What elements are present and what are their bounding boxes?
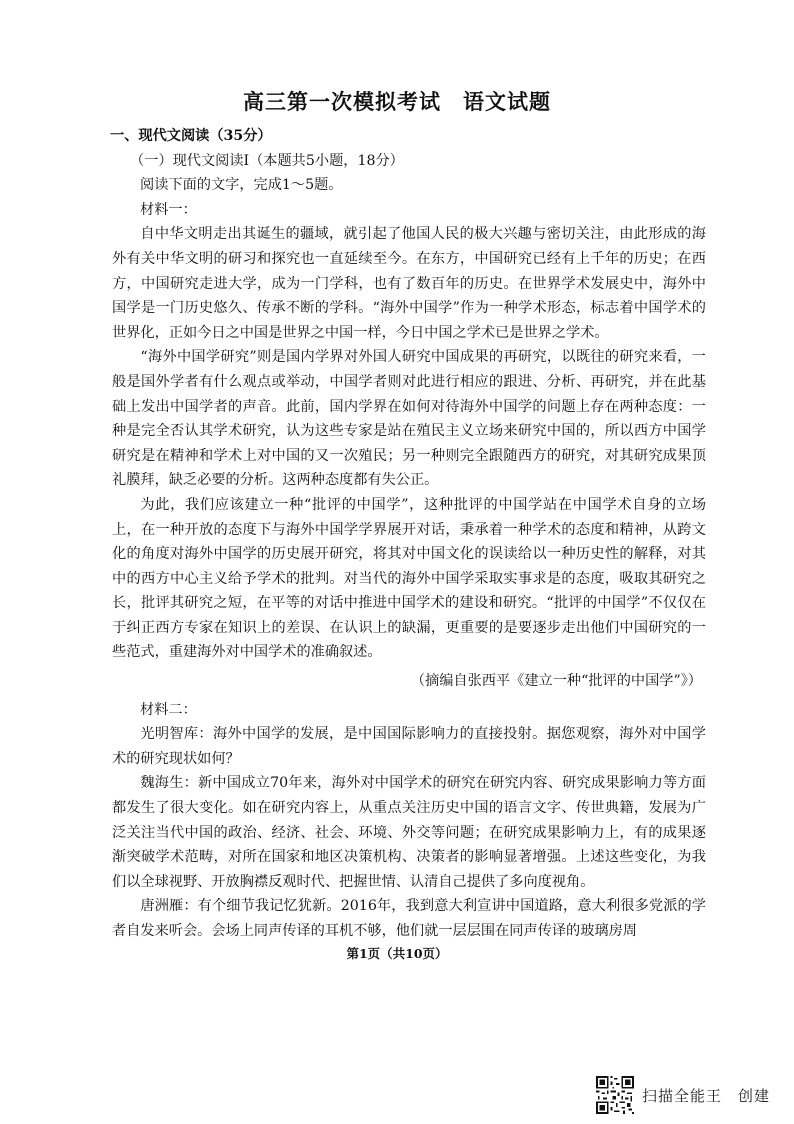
qr-code-icon bbox=[596, 1076, 634, 1114]
material-one-paragraph-3: 为此，我们应该建立一种“批评的中国学”，这种批评的中国学站在中国学术自身的立场上，在一种开放的态度下与海外中国学学界展开对话，秉承着一种学术的态度和精神，从跨文化的角度对海外中国学的历史展开研究，将其对中国文化的误读给以一种历史性的解释，对其中的西方中心主义给予学术的批判。对当代的海外中国学采取实事求是的态度，吸取其研究之长，批评其研究之短，在平等的对话中推进中国学术的建设和研究。“批评的中国学”不仅仅在于纠正西方专家在知识上的差误、在认识上的缺漏，更重要的是要逐步走出他们中国研究的一些范式，重建海外对中国学术的准确叙述。 bbox=[112, 496, 706, 661]
scanner-watermark bbox=[596, 1074, 770, 1116]
material-two-paragraph-1: 光明智库：海外中国学的发展，是中国国际影响力的直接投射。据您观察，海外对中国学术的研究现状如何？ bbox=[112, 726, 706, 767]
material-one-source: （摘编自张西平《建立一种“批评的中国学”》） bbox=[410, 673, 702, 690]
page-title: 高三第一次模拟考试 语文试题 bbox=[243, 89, 551, 114]
watermark-text: 扫描全能王 创建 bbox=[642, 1086, 771, 1105]
material-one-label: 材料一： bbox=[140, 201, 197, 218]
material-two-label: 材料二： bbox=[140, 701, 197, 718]
material-one-paragraph-2: “海外中国学研究”则是国内学界对外国人研究中国成果的再研究，以既往的研究来看，一般是国外学者有什么观点或举动，中国学者则对此进行相应的跟进、分析、再研究，并在此基础上发出中国学者的声音。此前，国内学界在如何对待海外中国学的问题上存在两种态度：一种是完全否认其学术研究，认为这些专家是站在殖民主义立场来研究中国的，所以西方中国学研究是在精神和学术上对中国的又一次殖民；另一种则完全跟随西方的研究，对其研究成果顶礼膜拜，缺乏必要的分析。这两种态度都有失公正。 bbox=[112, 349, 706, 489]
material-two-paragraph-2: 魏海生：新中国成立70年来，海外对中国学术的研究在研究内容、研究成果影响力等方面都发生了很大变化。如在研究内容上，从重点关注历史中国的语言文字、传世典籍，发展为广泛关注当代中国的政治、经济、社会、环境、外交等问题；在研究成果影响力上，有的成果逐渐突破学术范畴，对所在国家和地区决策机构、决策者的影响显著增强。上述这些变化，为我们以全球视野、开放胸襟反观时代、把握世情、认清自己提供了多向度视角。 bbox=[112, 775, 706, 890]
subsection-heading: （一）现代文阅读Ⅰ（本题共5小题，18分） bbox=[130, 152, 404, 169]
reading-instruction: 阅读下面的文字，完成1～5题。 bbox=[140, 177, 343, 194]
material-one-paragraph-1: 自中华文明走出其诞生的疆域，就引起了他国人民的极大兴趣与密切关注，由此形成的海外有关中华文明的研习和探究也一直延续至今。在东方，中国研究已经有上千年的历史；在西方，中国研究走进大学，成为一门学科，也有了数百年的历史。在世界学术发展史中，海外中国学是一门历史悠久、传承不断的学科。“海外中国学”作为一种学术形态，标志着中国学术的世界化，正如今日之中国是世界之中国一样，今日中国之学术已是世界之学术。 bbox=[112, 226, 706, 341]
material-two-paragraph-3: 唐洲雁：有个细节我记忆犹新。2016年，我到意大利宣讲中国道路，意大利很多党派的学者自发来听会。会场上同声传译的耳机不够，他们就一层层围在同声传译的玻璃房周 bbox=[112, 898, 706, 939]
page-number: 第1页（共10页） bbox=[346, 946, 448, 961]
section-heading: 一、现代文阅读（35分） bbox=[110, 128, 272, 144]
document-body bbox=[112, 124, 706, 944]
